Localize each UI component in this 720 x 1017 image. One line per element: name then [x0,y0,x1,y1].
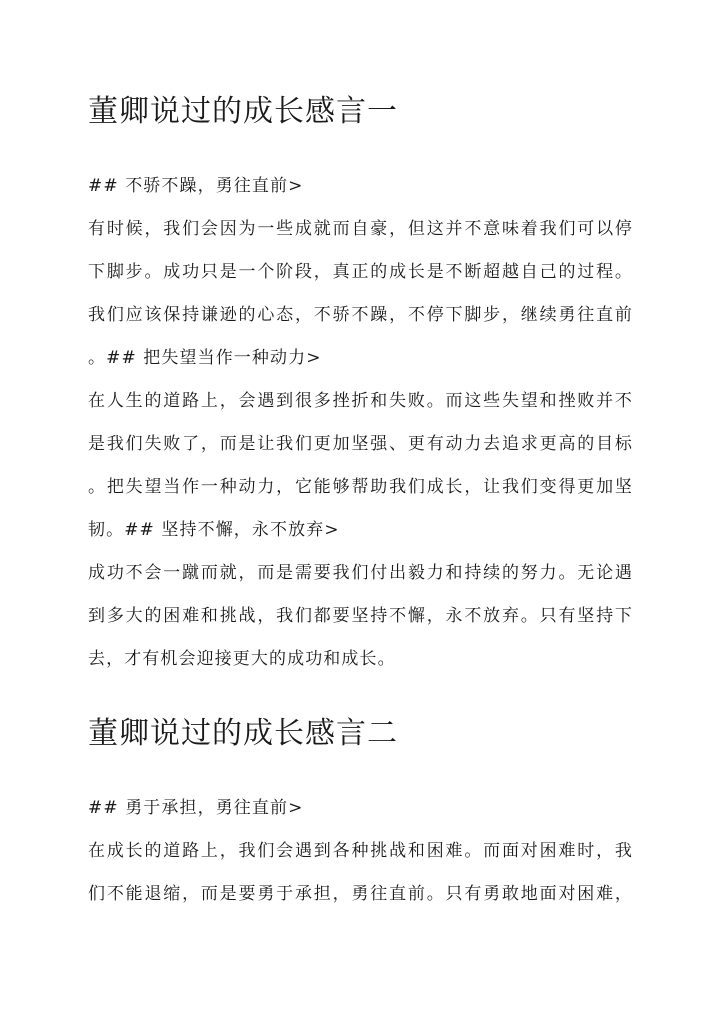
paragraph-line: 去，才有机会迎接更大的成功和成长。 [88,649,396,669]
paragraph-line: 在成长的道路上，我们会遇到各种挑战和困难。而面对困难时，我 [88,841,633,861]
paragraph-line: 是我们失败了，而是让我们更加坚强、更有动力去追求更高的目标 [88,434,633,454]
subheading-line: ## 不骄不躁，勇往直前> [88,176,304,196]
paragraph-line: 在人生的道路上，会遇到很多挫折和失败。而这些失望和挫败并不 [88,391,633,411]
subheading-line: 。## 把失望当作一种动力> [88,348,322,368]
section-title: 董卿说过的成长感言一 [88,94,398,129]
subheading-line: ## 勇于承担，勇往直前> [88,798,304,818]
section-title: 董卿说过的成长感言二 [88,716,398,751]
paragraph-line: 我们应该保持谦逊的心态，不骄不躁，不停下脚步，继续勇往直前 [88,305,633,325]
paragraph-line: 有时候，我们会因为一些成就而自豪，但这并不意味着我们可以停 [88,219,633,239]
paragraph-line: 成功不会一蹴而就，而是需要我们付出毅力和持续的努力。无论遇 [88,563,633,583]
paragraph-line: 们不能退缩，而是要勇于承担，勇往直前。只有勇敢地面对困难， [88,884,633,904]
paragraph-line: 。把失望当作一种动力，它能够帮助我们成长，让我们变得更加坚 [88,477,633,497]
paragraph-line: 到多大的困难和挑战，我们都要坚持不懈，永不放弃。只有坚持下 [88,606,633,626]
paragraph-line: 下脚步。成功只是一个阶段，真正的成长是不断超越自己的过程。 [88,262,633,282]
subheading-line: 韧。## 坚持不懈，永不放弃> [88,520,340,540]
